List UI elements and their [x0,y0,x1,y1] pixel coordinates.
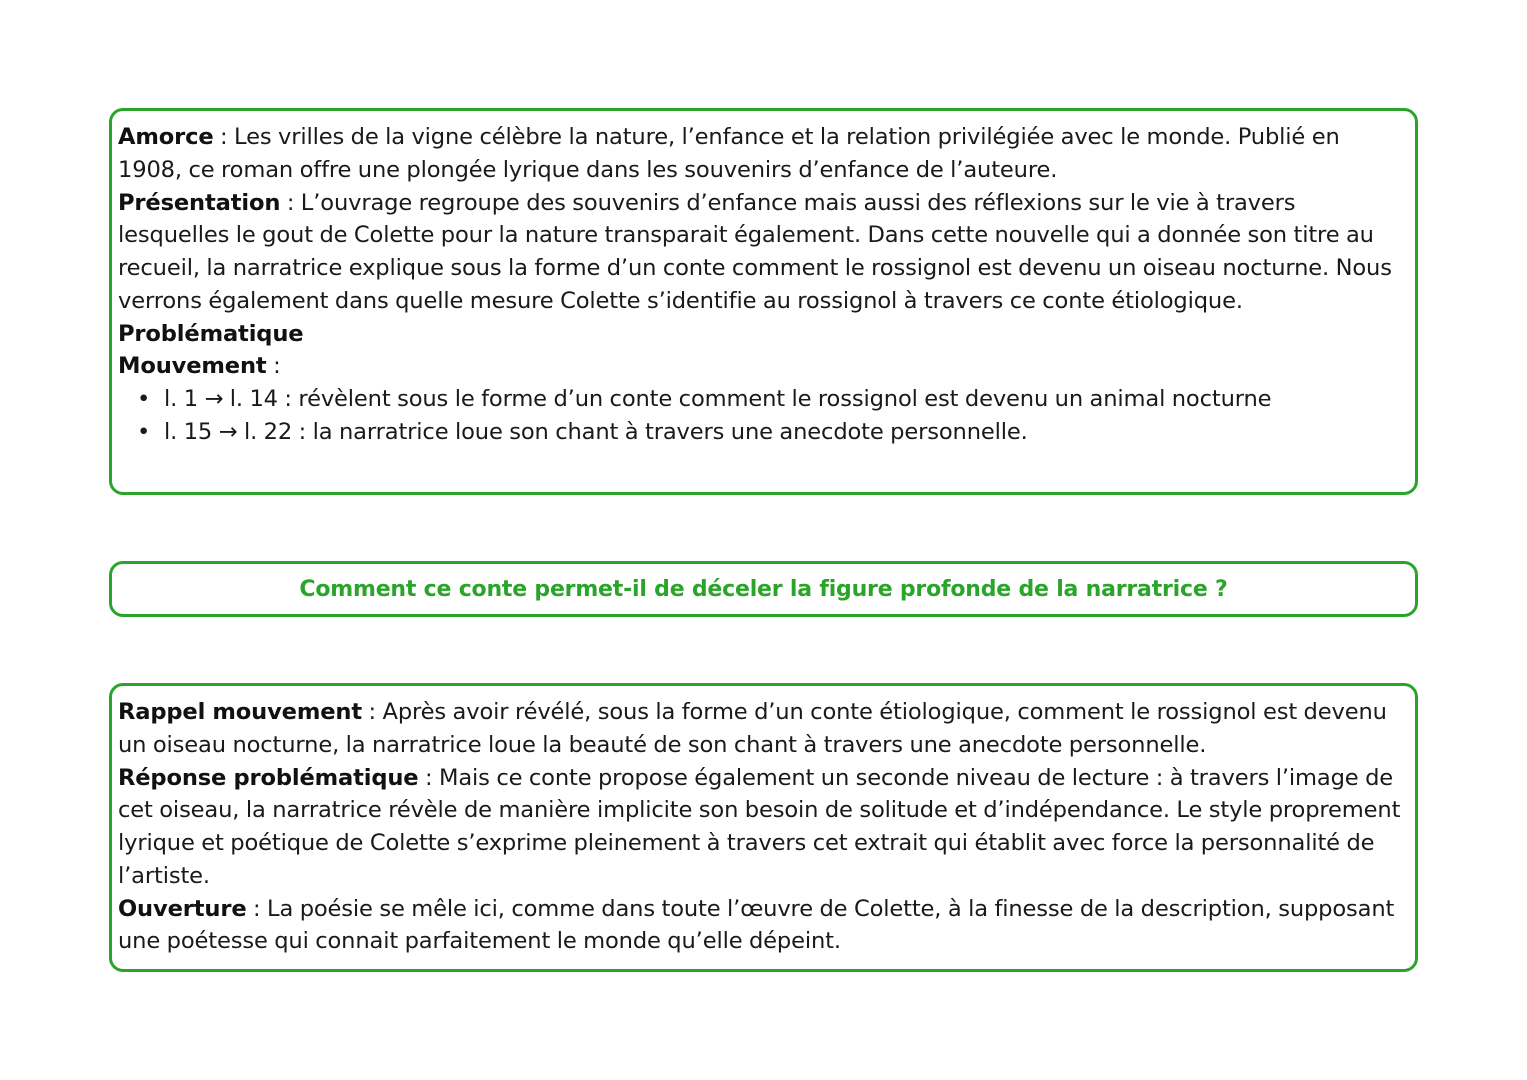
presentation-label: Présentation [118,189,281,216]
list-item [118,383,1403,416]
mouvement-item-text: l. 1 → l. 14 : révèlent sous le forme d’un conte comment le rossignol est devenu un animal nocturne [164,386,1272,412]
rappel-text: : Après avoir révélé, sous la forme d’un conte étiologique, comment le rossignol est devenu un oiseau nocturne, la narratrice loue la beauté de son chant à travers une anecdote personnelle. [118,699,1387,758]
reponse-text: : Mais ce conte propose également un seconde niveau de lecture : à travers l’image de cet oiseau, la narratrice révèle de manière implicite son besoin de solitude et d’indépendance. Le style proprement lyrique et poétique de Colette s’exprime pleinement à travers cet extrait qui établit avec force la personnalité de l’artiste. [118,764,1401,889]
bullet-icon: • [137,418,151,445]
rappel-label: Rappel mouvement [118,699,362,725]
amorce-paragraph [118,121,1403,187]
amorce-label: Amorce [118,124,214,150]
presentation-paragraph [118,187,1403,318]
mouvement-item-text: l. 15 → l. 22 : la narratrice loue son chant à travers une anecdote personnelle. [164,418,1028,445]
amorce-text: : Les vrilles de la vigne célèbre la nature, l’enfance et la relation privilégiée avec le monde. Publié en 1908, ce roman offre une plongée lyrique dans les souvenirs d’enfance de l’auteure. [118,124,1340,183]
mouvement-colon: : [266,353,281,380]
problematique-label: Problématique [118,320,304,347]
ouverture-paragraph [118,893,1403,959]
reponse-paragraph [118,762,1403,893]
bullet-icon: • [137,386,151,412]
presentation-text: : L’ouvrage regroupe des souvenirs d’enfance mais aussi des réflexions sur le vie à travers lesquelles le gout de Colette pour la nature transparait également. Dans cette nouvelle qui a donnée son titre au recueil, la narratrice explique sous la forme d’un conte comment le rossignol est devenu un oiseau nocturne. Nous verrons également dans quelle mesure Colette s’identifie au rossignol à travers ce conte étiologique. [118,189,1392,314]
problematique-paragraph [118,318,1403,351]
conclusion-box [109,683,1418,972]
problematique-box [109,561,1418,617]
list-item [118,416,1403,449]
rappel-paragraph [118,696,1403,762]
problematique-question: Comment ce conte permet-il de déceler la figure profonde de la narratrice ? [299,576,1228,602]
ouverture-text: : La poésie se mêle ici, comme dans toute l’œuvre de Colette, à la finesse de la description, supposant une poétesse qui connait parfaitement le monde qu’elle dépeint. [118,895,1395,955]
reponse-label: Réponse problématique [118,764,419,791]
introduction-box [109,108,1418,495]
mouvement-label: Mouvement [118,353,267,380]
mouvement-paragraph [118,350,1403,383]
mouvement-list [118,383,1403,449]
ouverture-label: Ouverture [118,895,247,922]
